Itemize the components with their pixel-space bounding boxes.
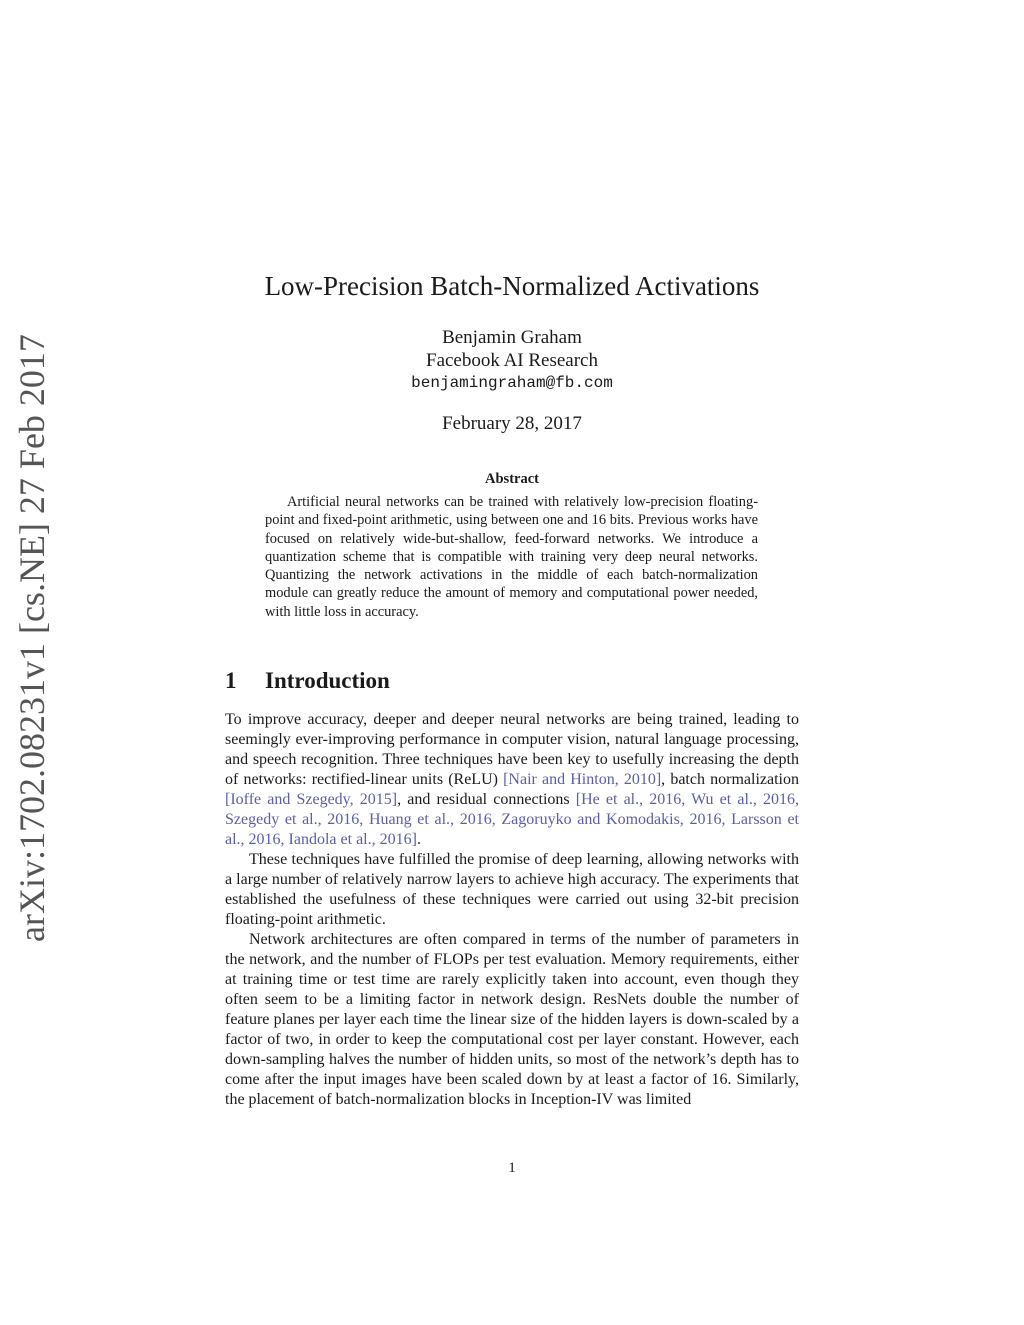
citation-link[interactable]: [Ioffe and Szegedy, 2015]: [225, 791, 398, 808]
abstract-heading: Abstract: [485, 471, 539, 487]
section-heading: [225, 666, 799, 696]
paragraph-1: [225, 710, 799, 850]
paper-date: February 28, 2017: [442, 413, 582, 434]
section-body: [225, 710, 799, 1110]
paragraph-2: These techniques have fulfilled the promise of deep learning, allowing networks with a large number of relatively narrow layers to achieve high accuracy. The experiments that established the usefulness of these techniques were carried out using 32-bit precision floating-point arithmetic.: [225, 851, 799, 928]
author-block: [225, 326, 799, 395]
paper-title: Low-Precision Batch-Normalized Activations: [264, 271, 760, 301]
section-number: 1: [225, 668, 237, 693]
citation-link[interactable]: [He et al., 2016, Wu et al., 2016, Szegedy et al., 2016, Huang et al., 2016, Zagoruyko and Komodakis, 2016, Larsson et al., 2016, Iandola et al., 2016]: [225, 791, 800, 848]
citation-link[interactable]: [Nair and Hinton, 2010]: [503, 771, 662, 788]
paragraph-text: .: [416, 831, 421, 848]
author-email: benjamingraham@fb.com: [411, 374, 613, 392]
paragraph-text: To improve accuracy, deeper and deeper neural networks are being trained, leading to seemingly ever-improving performance in computer vision, natural language processing, and speech recognition. Three techniques have been key to usefully increasing the depth of networks: rectified-linear units (ReLU): [225, 711, 799, 788]
author-affiliation: Facebook AI Research: [426, 350, 598, 371]
page-number: 1: [508, 1160, 516, 1176]
paragraph-text: , and residual connections: [397, 791, 576, 808]
author-name: Benjamin Graham: [442, 327, 582, 348]
paragraph-3: Network architectures are often compared in terms of the number of parameters in the network, and the number of FLOPs per test evaluation. Memory requirements, either at training time or test time are rarely explicitly taken into account, even though they often seem to be a limiting factor in network design. ResNets double the number of feature planes per layer each time the linear size of the hidden layers is down-scaled by a factor of two, in order to keep the computational cost per layer constant. However, each down-sampling halves the number of hidden units, so most of the network’s depth has to come after the input images have been scaled down by at least a factor of 16. Similarly, the placement of batch-normalization blocks in Inception-IV was limited: [225, 931, 799, 1108]
section-title: Introduction: [265, 668, 390, 693]
paragraph-text: , batch normalization: [661, 771, 799, 788]
arxiv-identifier: arXiv:1702.08231v1 [cs.NE] 27 Feb 2017: [12, 334, 52, 942]
abstract-text: Artificial neural networks can be trained with relatively low-precision floating-point and fixed-point arithmetic, using between one and 16 bits. Previous works have focused on relatively wide-but-shallow, feed-forward networks. We introduce a quantization scheme that is compatible with training very deep neural networks. Quantizing the network activations in the middle of each batch-normalization module can greatly reduce the amount of memory and computational power needed, with little loss in accuracy.: [265, 494, 758, 620]
